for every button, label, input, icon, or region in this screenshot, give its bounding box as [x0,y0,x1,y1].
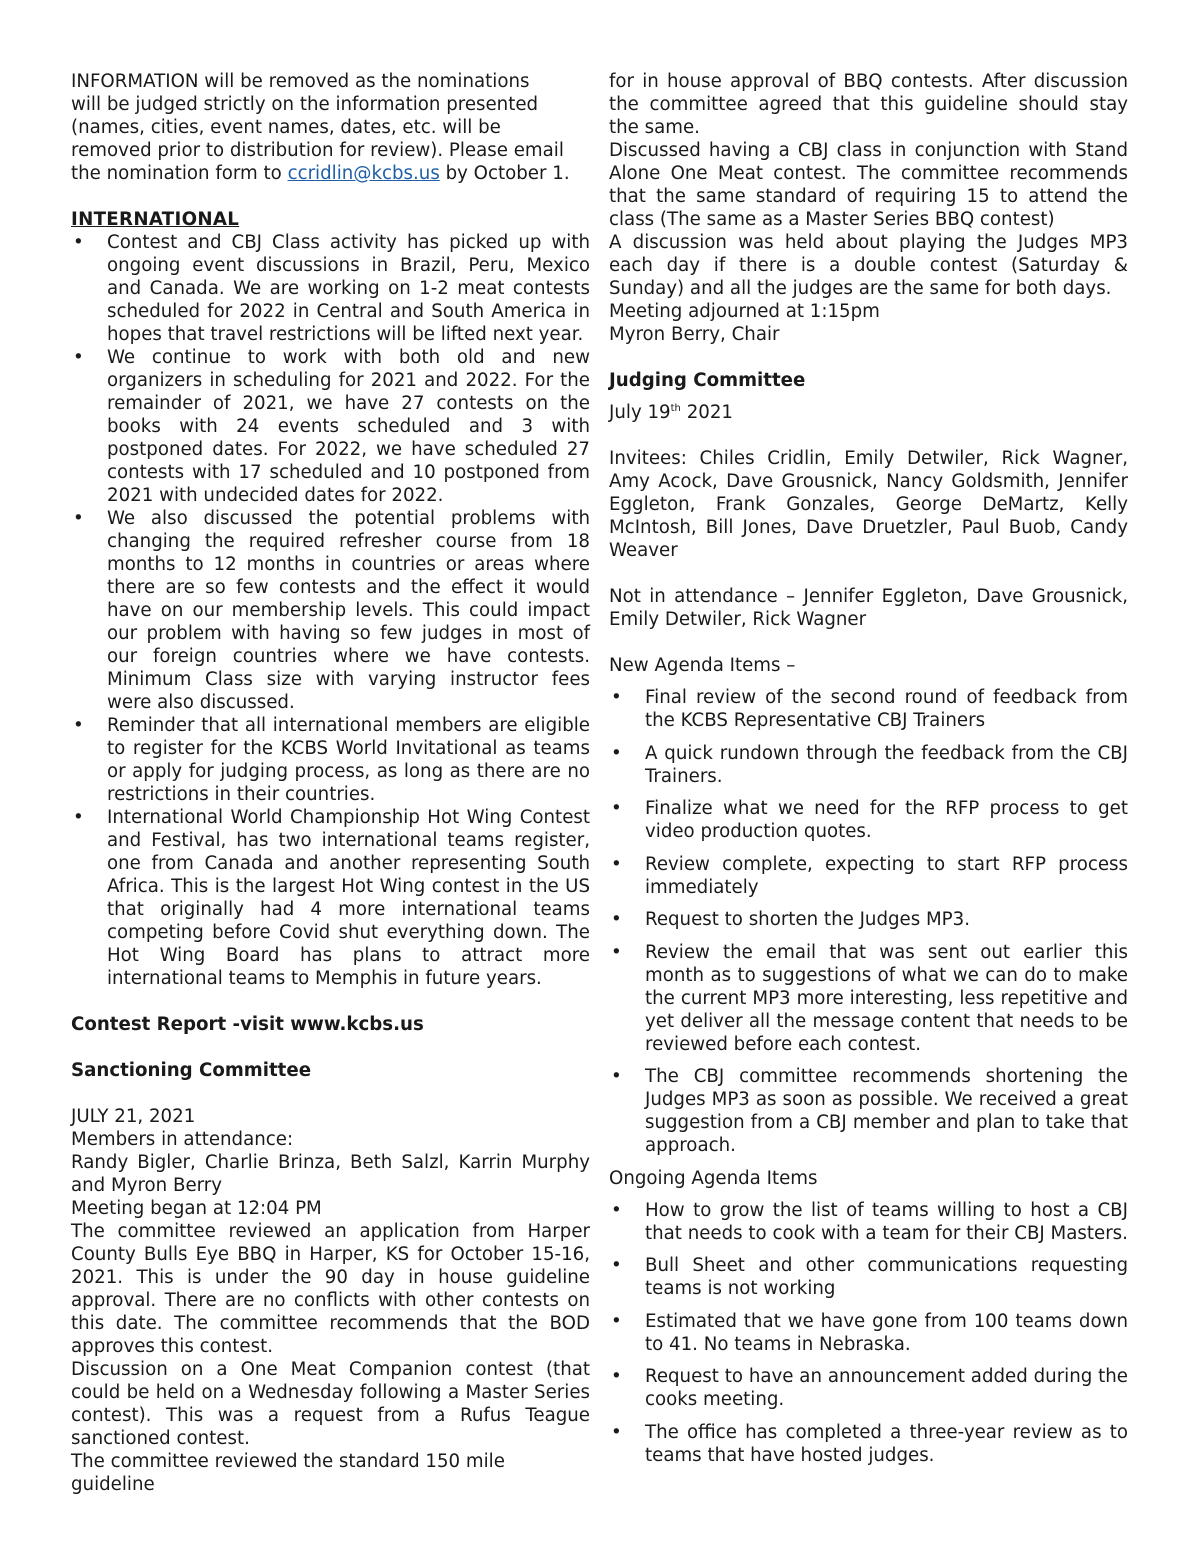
members-label: Members in attendance: [71,1129,294,1150]
intro-line: will be judged strictly on the information presented [71,94,539,115]
sanction-date: JULY 21, 2021 [71,1106,196,1127]
bullet-icon: • [611,941,622,963]
intro-last-post: by October 1. [439,163,570,184]
members-list: Randy Bigler, Charlie Brinza, Beth Salzl, Karrin Murphy and Myron Berry [71,1152,590,1196]
list-item: • The CBJ committee recommends shortening the Judges MP3 as soon as possible. We received a great suggestion from a CBJ member and plan to take that approach. [611,1066,1128,1156]
intro-line: INFORMATION will be removed as the nominations [71,71,530,92]
international-list [71,231,590,990]
list-item: • Review complete, expecting to start RFP process immediately [611,853,1128,898]
bullet-icon: • [73,232,84,253]
paragraph: Discussion on a One Meat Companion contest (that could be held on a Wednesday following a Master Series contest). This was a request from a Rufus Teague sanctioned contest. [71,1359,590,1449]
right-column [609,70,1128,1476]
list-item: • Bull Sheet and other communications requesting teams is not working [611,1255,1128,1299]
bullet-icon: • [611,1255,622,1276]
paragraph-continued: for in house approval of BBQ contests. After discussion the committee agreed that this guideline should stay the same. [609,71,1128,138]
bullet-icon: • [611,1421,622,1443]
list-item: • How to grow the list of teams willing to host a CBJ that needs to cook with a team for their CBJ Masters. [611,1199,1128,1244]
bullet-icon: • [73,508,84,529]
judging-date: July 19th 2021 [609,402,733,423]
intro-last-pre: the nomination form to [71,163,288,184]
new-agenda-list [609,686,1128,1157]
email-link[interactable]: ccridlin@kcbs.us [287,163,440,184]
list-item: • Request to shorten the Judges MP3. [611,909,971,930]
paragraph: Discussed having a CBJ class in conjunction with Stand Alone One Meat contest. The committee recommends that the same standard of requiring 15 to attend the class (The same as a Master Series BBQ contest) [609,140,1128,230]
intro-last-line [71,162,590,185]
bullet-icon: • [611,1310,622,1332]
list-item: • Review the email that was sent out earlier this month as to suggestions of what we can do to make the current MP3 more interesting, less repetitive and yet deliver all the message content that needs to be reviewed before each contest. [611,941,1128,1055]
list-item: • Contest and CBJ Class activity has picked up with ongoing event discussions in Brazil, Peru, Mexico and Canada. We are working on 1-2 meat contests scheduled for 2022 in Central and South America in hopes that travel restrictions will be lifted next year. [73,232,590,345]
bullet-icon: • [611,1066,622,1087]
bullet-icon: • [611,1366,622,1387]
bullet-icon: • [611,909,622,930]
list-item: • Estimated that we have gone from 100 teams down to 41. No teams in Nebraska. [611,1310,1128,1355]
meeting-began: Meeting began at 12:04 PM [71,1198,322,1219]
list-item: • The office has completed a three-year review as to teams that have hosted judges. [611,1421,1128,1466]
invitees: Invitees: Chiles Cridlin, Emily Detwiler, Rick Wagner, Amy Acock, Dave Grousnick, Nancy Goldsmith, Jennifer Eggleton, Frank Gonzales, George DeMartz, Kelly McIntosh, Bill Jones, Dave Druetzler, Paul Buob, Candy Weaver [609,448,1128,561]
bullet-icon: • [611,798,622,819]
adjourned-line: Meeting adjourned at 1:15pm [609,301,880,322]
sanctioning-heading: Sanctioning Committee [71,1060,312,1081]
list-item: • Final review of the second round of feedback from the KCBS Representative CBJ Trainers [611,687,1128,731]
bullet-icon: • [73,807,84,828]
bullet-icon: • [611,853,622,875]
bullet-icon: • [611,1199,622,1221]
list-item: • Finalize what we need for the RFP process to get video production quotes. [611,798,1128,842]
chair-line: Myron Berry, Chair [609,324,780,345]
list-item: • A quick rundown through the feedback from the CBJ Trainers. [611,742,1128,787]
bullet-icon: • [73,715,84,736]
list-item: • Request to have an announcement added during the cooks meeting. [611,1366,1128,1410]
judging-heading: Judging Committee [609,370,806,391]
contest-report-heading: Contest Report -visit www.kcbs.us [71,1014,424,1035]
list-item: • We continue to work with both old and new organizers in scheduling for 2021 and 2022. For the remainder of 2021, we have 27 contests on the books with 24 events scheduled and 3 with postponed dates. For 2022, we have scheduled 27 contests with 17 scheduled and 10 postponed from 2021 with undecided dates for 2022. [73,347,590,506]
international-heading: INTERNATIONAL [71,209,240,230]
new-agenda-label: New Agenda Items – [609,655,796,676]
not-in-attendance: Not in attendance – Jennifer Eggleton, Dave Grousnick, Emily Detwiler, Rick Wagner [609,586,1128,630]
list-item: • Reminder that all international members are eligible to register for the KCBS World Invitational as teams or apply for judging process, as long as there are no restrictions in their countries. [73,715,590,805]
bullet-icon: • [611,687,622,708]
ongoing-agenda-list [609,1199,1128,1467]
list-item: • International World Championship Hot Wing Contest and Festival, has two international teams register, one from Canada and another representing South Africa. This is the largest Hot Wing contest in the US that originally had 4 more international teams competing before Covid shut everything down. The Hot Wing Board has plans to attract more international teams to Memphis in future years. [73,807,590,989]
paragraph: A discussion was held about playing the Judges MP3 each day if there is a double contest (Saturday & Sunday) and all the judges are the same for both days. [609,232,1128,299]
paragraph: The committee reviewed an application from Harper County Bulls Eye BBQ in Harper, KS for October 15-16, 2021. This is under the 90 day in house guideline approval. There are no conflicts with other contests on this date. The committee recommends that the BOD approves this contest. [71,1221,590,1357]
paragraph-start: The committee reviewed the standard 150 mile guideline [71,1451,505,1495]
intro-line: (names, cities, event names, dates, etc. will be [71,117,501,138]
bullet-icon: • [611,742,622,764]
intro-line: removed prior to distribution for review). Please email [71,140,564,161]
ongoing-agenda-label: Ongoing Agenda Items [609,1167,818,1189]
list-item: • We also discussed the potential problems with changing the required refresher course from 18 months to 12 months in countries or areas where there are so few contests and the effect it would have on our membership levels. This could impact our problem with having so few judges in most of our foreign countries where we have contests. Minimum Class size with varying instructor fees were also discussed. [73,508,590,713]
left-column [71,70,590,1496]
bullet-icon: • [73,347,84,368]
